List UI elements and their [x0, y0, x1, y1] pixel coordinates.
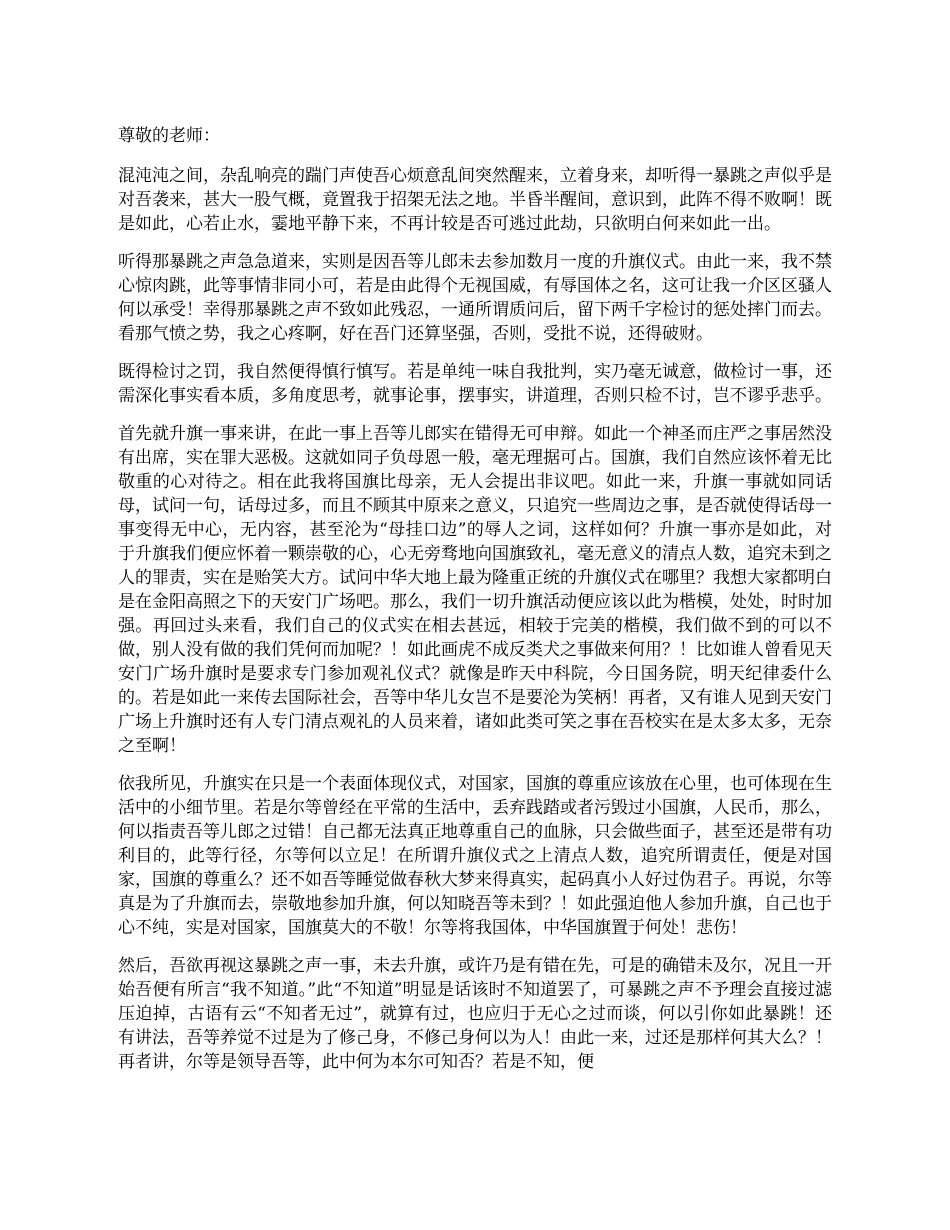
paragraph-3: 既得检讨之罚，我自然便得慎行慎写。若是单纯一味自我批判，实乃毫无诚意，做检讨一事，还需深化事实看本质，多角度思考，就事论事，摆事实，讲道理，否则只检不讨，岂不谬乎悲乎。 — [118, 362, 832, 406]
paragraph-4: 首先就升旗一事来讲，在此一事上吾等儿郎实在错得无可申辩。如此一个神圣而庄严之事居然没有出席，实在罪大恶极。这就如同子负母恩一般，毫无理据可占。国旗，我们自然应该怀着无比敬重的心对待之。相在此我将国旗比母亲，无人会提出非议吧。如此一来，升旗一事就如同话母，试问一句，话母过多，而且不顾其中原来之意义，只追究一些周边之事，是否就使得话母一事变得无中心，无内容，甚至沦为“母挂口边”的辱人之词，这样如何？升旗一事亦是如此，对于升旗我们便应怀着一颗崇敬的心，心无旁骛地向国旗致礼，毫无意义的清点人数，追究未到之人的罪责，实在是贻笑大方。试问中华大地上最为隆重正统的升旗仪式在哪里？我想大家都明白是在金阳高照之下的天安门广场吧。那么，我们一切升旗活动便应该以此为楷模，处处，时时加强。再回过头来看，我们自己的仪式实在相去甚远，相较于完美的楷模，我们做不到的可以不做，别人没有做的我们凭何而加呢？！如此画虎不成反类犬之事做来何用？！比如谁人曾看见天安门广场升旗时是要求专门参加观礼仪式？就像是昨天中科院，今日国务院，明天纪律委什么的。若是如此一来传去国际社会，吾等中华儿女岂不是要沦为笑柄！再者，又有谁人见到天安门广场上升旗时还有人专门清点观礼的人员来着，诸如此类可笑之事在吾校实在是太多太多，无奈之至啊！ — [118, 424, 832, 756]
paragraph-5: 依我所见，升旗实在只是一个表面体现仪式，对国家，国旗的尊重应该放在心里，也可体现在生活中的小细节里。若是尔等曾经在平常的生活中，丢弃践踏或者污毁过小国旗，人民币，那么，何以指责吾等儿郎之过错！自己都无法真正地尊重自己的血脉，只会做些面子，甚至还是带有功利目的，此等行径，尔等何以立足！在所谓升旗仪式之上清点人数，追究所谓责任，便是对国家，国旗的尊重么？还不如吾等睡觉做春秋大梦来得真实，起码真小人好过伪君子。再说，尔等真是为了升旗而去，崇敬地参加升旗，何以知晓吾等未到？！如此强迫他人参加升旗，自己也于心不纯，实是对国家，国旗莫大的不敬！尔等将我国体，中华国旗置于何处！悲伤！ — [118, 774, 832, 938]
paragraph-2: 听得那暴跳之声急急道来，实则是因吾等儿郎未去参加数月一度的升旗仪式。由此一来，我不禁心惊肉跳，此等事情非同小可，若是由此得个无视国威，有辱国体之名，这可让我一介区区骚人何以承受！幸得那暴跳之声不致如此残忍，一通所谓质问后，留下两千字检讨的惩处摔门而去。看那气愤之势，我之心疼啊，好在吾门还算坚强，否则，受批不说，还得破财。 — [118, 252, 832, 344]
salutation: 尊敬的老师： — [118, 126, 220, 146]
paragraph-1: 混沌沌之间，杂乱响亮的踹门声使吾心烦意乱间突然醒来，立着身来，却听得一暴跳之声似乎是对吾袭来，甚大一股气概，竟置我于招架无法之地。半昏半醒间，意识到，此阵不得不败啊！既是如此，心若止水，霎地平静下来，不再计较是否可逃过此劫，只欲明白何来如此一出。 — [118, 166, 832, 234]
paragraph-6: 然后，吾欲再视这暴跳之声一事，未去升旗，或许乃是有错在先，可是的确错未及尔，况且一开始吾便有所言“我不知道。”此“不知道”明显是话该时不知道罢了，可暴跳之声不予理会直接过滤压迫掉，古语有云“不知者无过”，就算有过，也应归于无心之过而谈，何以引你如此暴跳！还有讲法，吾等养觉不过是为了修己身，不修己身何以为人！由此一来，过还是那样何其大么？！再者讲，尔等是领导吾等，此中何为本尔可知否？若是不知，便 — [118, 956, 832, 1072]
